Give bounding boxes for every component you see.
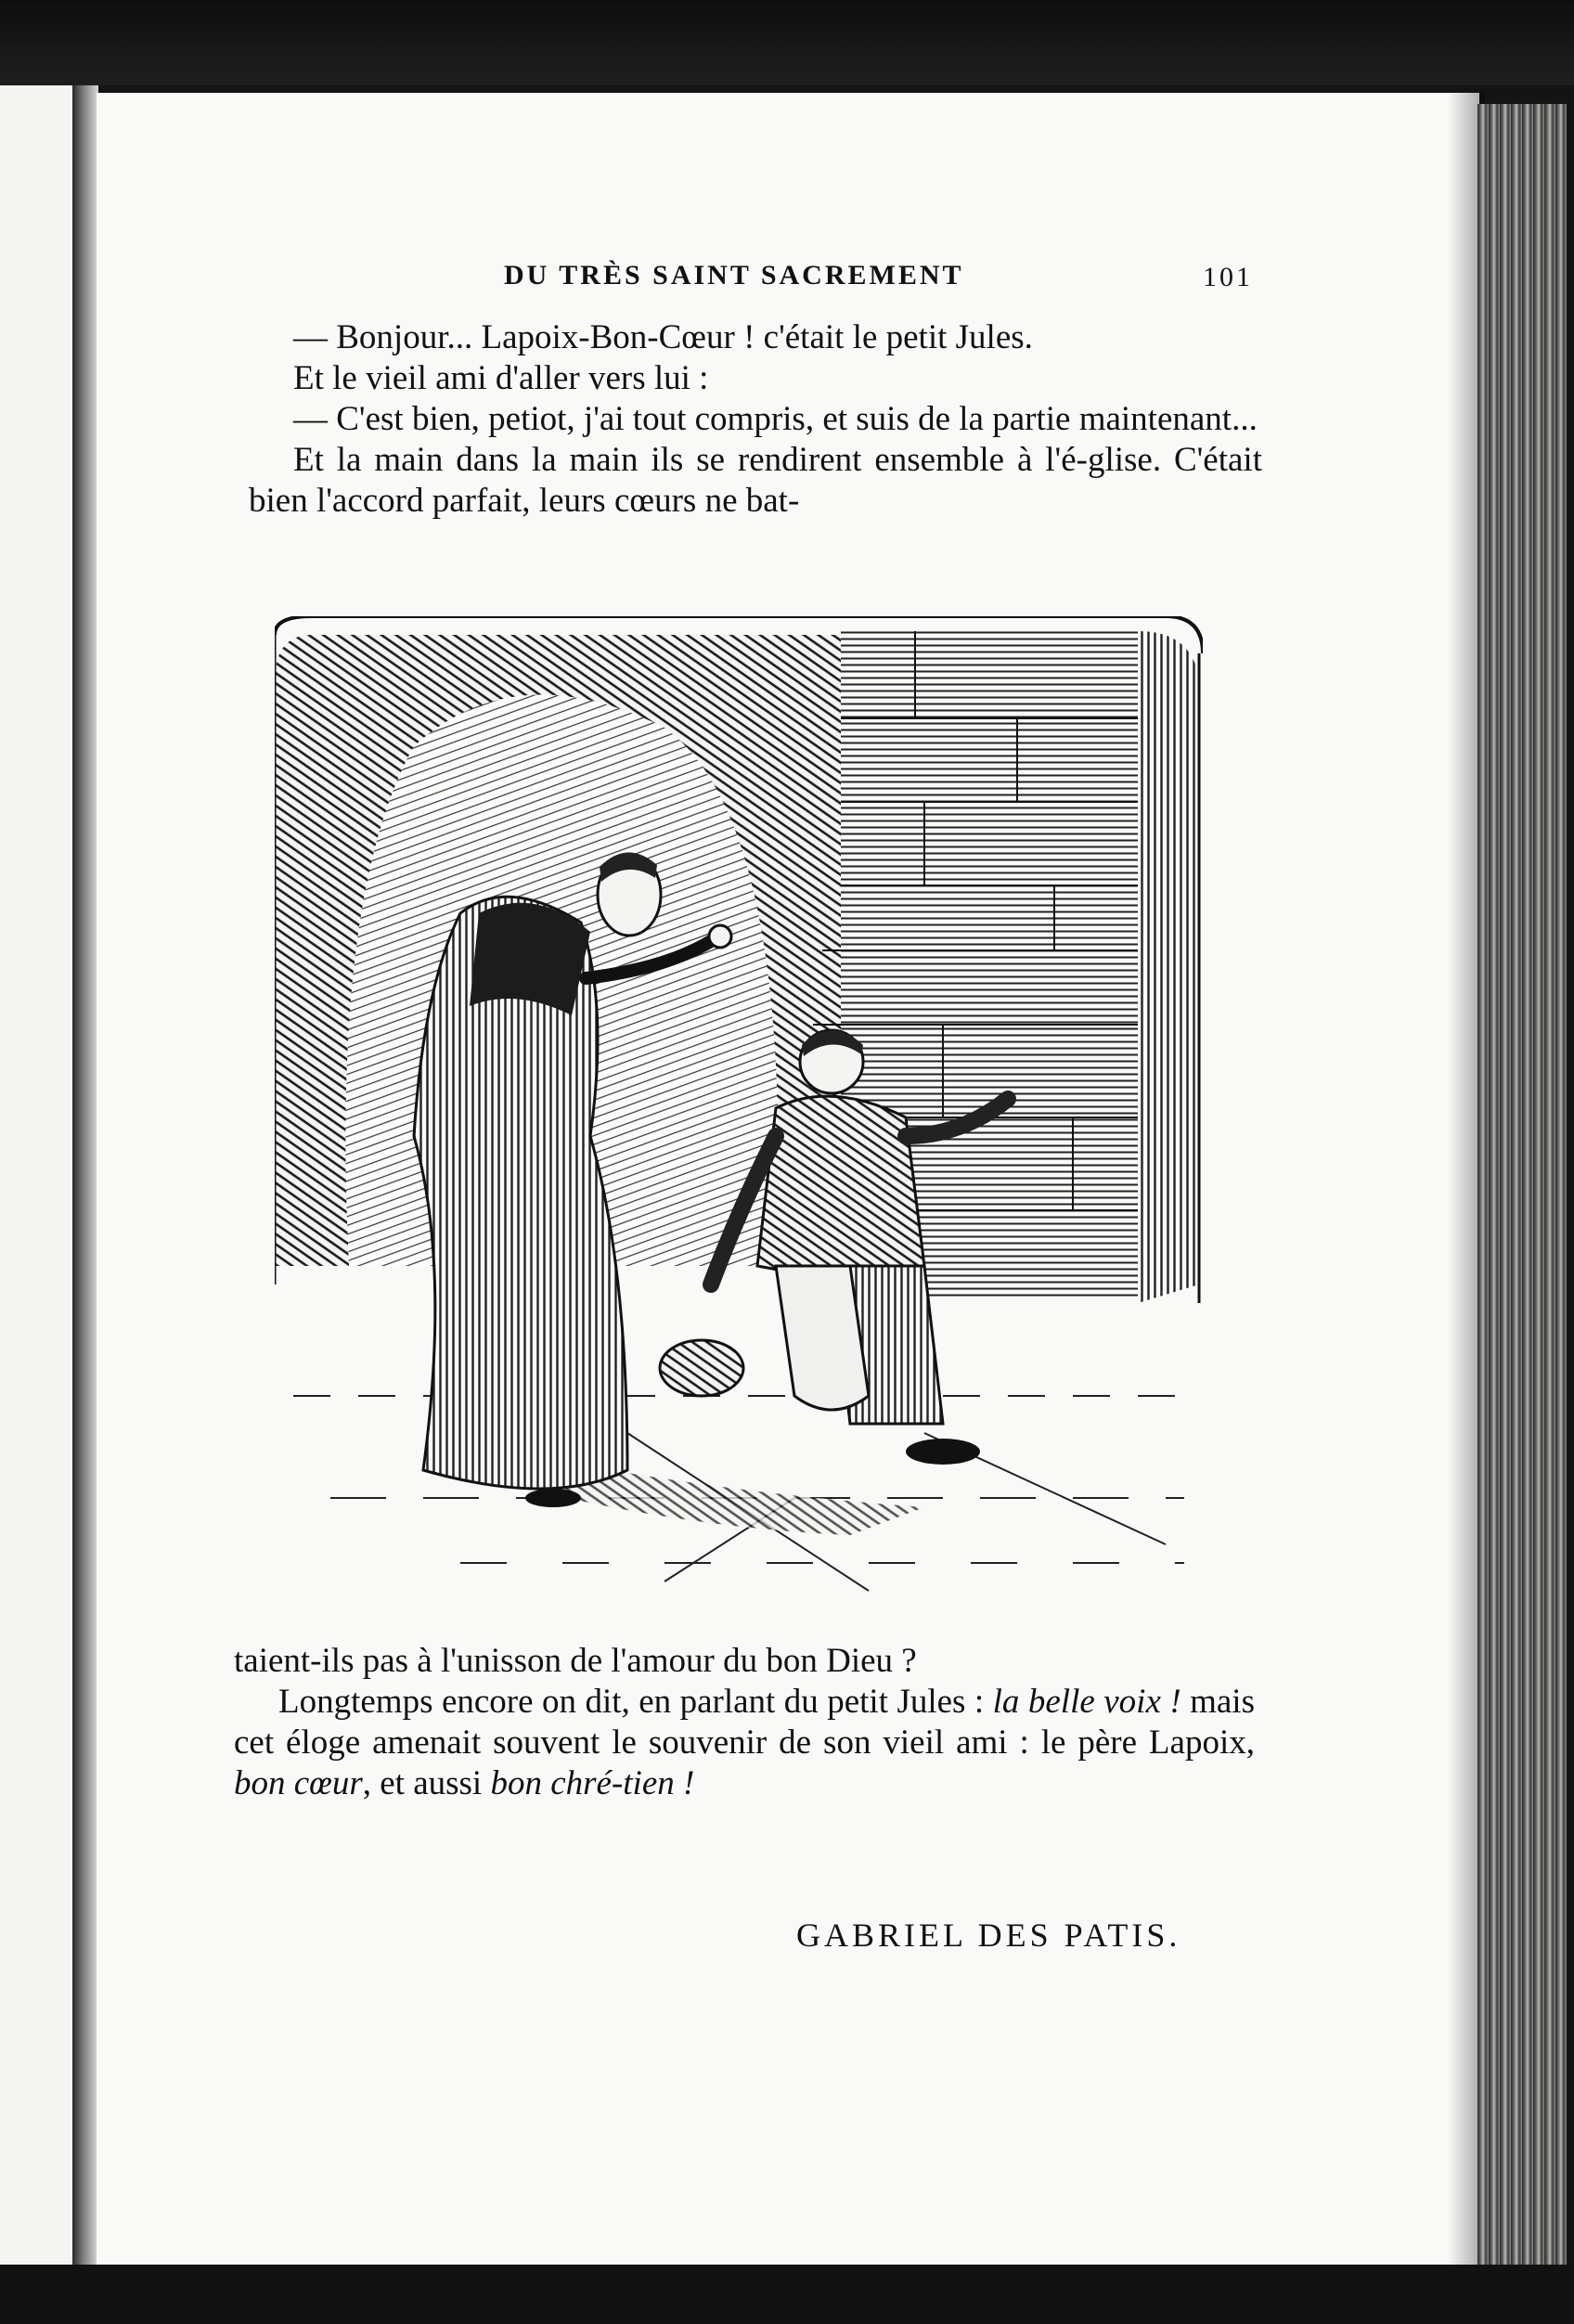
scanner-background-bottom — [0, 2265, 1574, 2324]
scanner-background-top — [0, 0, 1574, 85]
paragraph: Et la main dans la main ils se rendirent ensemble à l'é-glise. C'était bien l'accord parfait, leurs cœurs ne bat- — [249, 441, 1262, 520]
closing-italic: la belle voix ! — [992, 1683, 1181, 1721]
closing-text: mais cet éloge amenait souvent le souvenir de son vieil ami : le père Lapoix, — [234, 1683, 1255, 1762]
closing-paragraph — [234, 1682, 1255, 1804]
paragraph: — C'est bien, petiot, j'ai tout compris, et suis de la partie maintenant... — [293, 400, 1258, 438]
book-gutter — [72, 85, 98, 2265]
paragraph-continuation: taient-ils pas à l'unisson de l'amour du bon Dieu ? — [234, 1642, 917, 1680]
page-stack-edges — [1477, 104, 1567, 2266]
text-block-top — [249, 317, 1262, 522]
engraving-illustration — [275, 616, 1203, 1600]
pillar-shadow — [1138, 631, 1199, 1303]
closing-italic: bon cœur — [234, 1764, 363, 1802]
page-number: 101 — [1203, 262, 1253, 292]
closing-text: Longtemps encore on dit, en parlant du petit Jules : — [278, 1683, 993, 1721]
closing-text: , et aussi — [362, 1764, 491, 1802]
facing-page-edge — [0, 85, 75, 2265]
paragraph: — Bonjour... Lapoix-Bon-Cœur ! c'était le petit Jules. — [293, 318, 1033, 356]
author-signature: GABRIEL DES PATIS. — [796, 1917, 1181, 1954]
running-head: DU TRÈS SAINT SACREMENT — [504, 260, 964, 290]
closing-italic: bon chré-tien ! — [490, 1764, 695, 1802]
text-block-bottom — [234, 1641, 1255, 1804]
paragraph: Et le vieil ami d'aller vers lui : — [293, 359, 709, 397]
